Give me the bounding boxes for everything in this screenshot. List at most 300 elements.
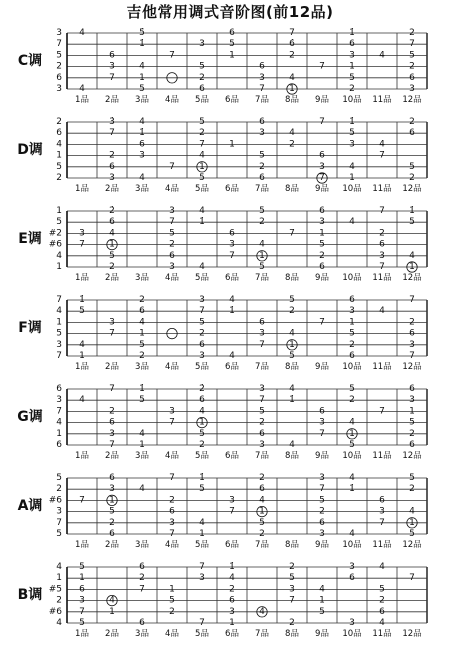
note-label: 6 xyxy=(139,139,145,150)
note-label: 6 xyxy=(79,584,85,595)
note-label: 7 xyxy=(199,139,205,150)
fret-number-label: 11品 xyxy=(372,95,392,105)
note-label: 3 xyxy=(349,139,355,150)
fret-number-label: 1品 xyxy=(75,362,89,372)
note-label: 5 xyxy=(409,161,415,172)
fret-number-label: 10品 xyxy=(342,273,362,283)
open-string-note: 6 xyxy=(56,128,62,139)
note-label: 1 xyxy=(259,250,265,261)
note-label: 7 xyxy=(319,117,325,127)
fret-number-label: 2品 xyxy=(105,184,119,194)
note-label: 7 xyxy=(199,562,205,572)
note-label: 5 xyxy=(169,595,175,606)
open-string-note: 6 xyxy=(56,72,62,83)
fret-number-label: 8品 xyxy=(285,540,299,550)
fret-number-label: 3品 xyxy=(135,451,149,461)
note-label: 2 xyxy=(319,506,325,517)
fret-number-label: 10品 xyxy=(342,362,362,372)
note-label: 1̇ xyxy=(289,395,295,406)
open-string-note: #6 xyxy=(48,495,62,506)
note-label: 1 xyxy=(199,529,205,539)
note-label: 3 xyxy=(109,428,115,439)
open-string-note: 4 xyxy=(56,250,62,261)
fret-number-label: 1品 xyxy=(75,95,89,105)
note-label: 7 xyxy=(289,28,295,38)
note-label: 7 xyxy=(379,406,385,417)
note-label: 2 xyxy=(409,173,415,183)
note-label: 4 xyxy=(379,562,385,572)
open-string-note: 2 xyxy=(56,61,62,72)
note-label: 6 xyxy=(319,206,325,216)
note-label: 7 xyxy=(379,150,385,161)
note-label: 3 xyxy=(319,473,325,483)
note-label: 4 xyxy=(349,417,355,428)
open-string-note: 3 xyxy=(56,28,62,38)
note-label: 7 xyxy=(259,395,265,406)
fret-number-label: 11品 xyxy=(372,540,392,550)
note-label: 6 xyxy=(259,117,265,127)
note-label: 7 xyxy=(109,440,115,450)
note-label: 5 xyxy=(169,228,175,239)
note-label: 5 xyxy=(199,428,205,439)
note-label: 6 xyxy=(229,595,235,606)
note-label: 1 xyxy=(229,139,235,150)
note-label: 1 xyxy=(139,72,145,83)
note-label: 1̇ xyxy=(139,39,145,50)
note-label: 7 xyxy=(379,206,385,216)
fret-number-label: 9品 xyxy=(315,95,329,105)
note-label: 1̇ xyxy=(139,384,145,394)
note-label: 6 xyxy=(349,573,355,584)
fret-number-label: 7品 xyxy=(255,451,269,461)
note-label: 5 xyxy=(259,206,265,216)
note-label: 2 xyxy=(169,606,175,617)
open-string-note: 7 xyxy=(56,406,62,417)
fret-number-label: 2品 xyxy=(105,540,119,550)
note-label: 6 xyxy=(259,61,265,72)
note-label: 6 xyxy=(139,562,145,572)
fret-number-label: 3品 xyxy=(135,273,149,283)
fret-number-label: 3品 xyxy=(135,184,149,194)
fret-number-label: 11品 xyxy=(372,451,392,461)
note-label: 3 xyxy=(229,606,235,617)
open-string-note: 4 xyxy=(56,306,62,317)
note-label: 4 xyxy=(199,406,205,417)
note-label: 4 xyxy=(139,484,145,495)
fret-number-label: 9品 xyxy=(315,273,329,283)
note-label: 4 xyxy=(379,618,385,628)
note-label: 4 xyxy=(349,529,355,539)
note-label: 2 xyxy=(319,250,325,261)
note-label: 2 xyxy=(289,618,295,628)
note-label: 7 xyxy=(79,495,85,506)
note-label: 1̇ xyxy=(409,206,415,216)
note-label: 6 xyxy=(139,618,145,628)
note-label: 7 xyxy=(169,417,175,428)
note-label: 6 xyxy=(109,161,115,172)
fret-number-label: 6品 xyxy=(225,273,239,283)
note-label: 6 xyxy=(409,72,415,83)
note-label: 5 xyxy=(409,417,415,428)
fret-number-label: 4品 xyxy=(165,95,179,105)
note-label: 2 xyxy=(109,262,115,272)
note-label: 1 xyxy=(319,595,325,606)
note-label: 6 xyxy=(319,517,325,528)
open-string-note: 1 xyxy=(56,150,62,161)
note-label: 5 xyxy=(409,473,415,483)
open-string-note: 3 xyxy=(56,506,62,517)
note-label: 4 xyxy=(199,206,205,216)
open-string-note: 4 xyxy=(56,562,62,572)
note-label: 4 xyxy=(109,228,115,239)
note-label: 4 xyxy=(319,584,325,595)
note-label: 2 xyxy=(289,50,295,61)
note-label: 2 xyxy=(139,351,145,361)
note-label: 5 xyxy=(139,339,145,350)
note-label: 3 xyxy=(199,295,205,305)
open-string-note: 5 xyxy=(56,473,62,483)
note-label: 6 xyxy=(229,28,235,38)
note-label: 6 xyxy=(319,406,325,417)
note-label: 3 xyxy=(169,262,175,272)
fret-number-label: 4品 xyxy=(165,629,179,639)
note-label: 2 xyxy=(139,295,145,305)
note-label: 6 xyxy=(259,428,265,439)
note-label: 2 xyxy=(199,128,205,139)
note-label: 7 xyxy=(319,173,325,183)
note-label: 2 xyxy=(109,406,115,417)
fret-number-label: 4品 xyxy=(165,540,179,550)
note-label: 7 xyxy=(259,339,265,350)
note-label: 4 xyxy=(379,306,385,317)
fret-number-label: 6品 xyxy=(225,362,239,372)
fret-number-label: 12品 xyxy=(402,629,422,639)
fret-number-label: 9品 xyxy=(315,451,329,461)
note-label: 2 xyxy=(259,529,265,539)
fret-number-label: 7品 xyxy=(255,540,269,550)
fret-number-label: 5品 xyxy=(195,184,209,194)
note-label: 4 xyxy=(79,28,85,38)
fret-number-label: 3品 xyxy=(135,362,149,372)
note-label: 7 xyxy=(109,384,115,394)
note-label: 3 xyxy=(259,72,265,83)
note-label: 1 xyxy=(349,428,355,439)
key-label: G调 xyxy=(17,409,43,425)
fret-number-label: 11品 xyxy=(372,184,392,194)
note-label: 2 xyxy=(259,217,265,228)
fret-number-label: 6品 xyxy=(225,95,239,105)
note-label: 4 xyxy=(79,339,85,350)
note-label: 6 xyxy=(199,395,205,406)
note-label: 2 xyxy=(199,328,205,339)
open-string-note: 1 xyxy=(56,206,62,216)
note-label: 3 xyxy=(259,440,265,450)
note-label: 1 xyxy=(349,317,355,328)
note-label: 7 xyxy=(109,72,115,83)
note-label: 3 xyxy=(259,328,265,339)
open-string-note: 5 xyxy=(56,50,62,61)
open-string-note: 2 xyxy=(56,484,62,495)
note-label: 2 xyxy=(169,495,175,506)
note-label: 6 xyxy=(379,495,385,506)
note-label: 6 xyxy=(259,317,265,328)
open-string-note: #2 xyxy=(48,228,62,239)
note-label: 5 xyxy=(109,250,115,261)
note-label: 5 xyxy=(199,61,205,72)
note-label: 6 xyxy=(139,306,145,317)
note-label: 4 xyxy=(199,262,205,272)
note-label: 4 xyxy=(199,150,205,161)
fret-number-label: 3品 xyxy=(135,629,149,639)
note-label: 4 xyxy=(289,384,295,394)
fret-number-label: 2品 xyxy=(105,629,119,639)
note-label: 2 xyxy=(199,72,205,83)
fret-number-label: 9品 xyxy=(315,540,329,550)
note-label: 1 xyxy=(349,61,355,72)
note-label: 5 xyxy=(349,128,355,139)
note-label: 2 xyxy=(409,484,415,495)
note-label: 6 xyxy=(349,295,355,305)
note-label: 3 xyxy=(319,161,325,172)
note-label: 4 xyxy=(259,495,265,506)
note-label: 7 xyxy=(229,250,235,261)
fret-number-label: 2品 xyxy=(105,95,119,105)
note-label: 1̇ xyxy=(349,484,355,495)
note-label: 6 xyxy=(409,440,415,450)
note-label: 1̇ xyxy=(79,295,85,305)
note-label: 2 xyxy=(109,150,115,161)
note-label: 3 xyxy=(379,250,385,261)
note-label: 6 xyxy=(259,173,265,183)
key-label: F调 xyxy=(18,320,42,336)
note-label: 7 xyxy=(409,351,415,361)
note-label: 7 xyxy=(169,217,175,228)
note-label: 5 xyxy=(199,484,205,495)
note-label: 7 xyxy=(379,262,385,272)
open-string-note: 7 xyxy=(56,295,62,305)
open-string-note: 1 xyxy=(56,428,62,439)
fret-number-label: 1品 xyxy=(75,629,89,639)
note-label: 1̇ xyxy=(349,117,355,127)
note-label: 7 xyxy=(79,606,85,617)
fret-number-label: 3品 xyxy=(135,540,149,550)
fret-number-label: 7品 xyxy=(255,362,269,372)
note-label: 5 xyxy=(409,217,415,228)
open-string-note: 5 xyxy=(56,217,62,228)
note-label: 4 xyxy=(409,250,415,261)
open-string-note: #5 xyxy=(48,584,62,595)
fret-number-label: 11品 xyxy=(372,362,392,372)
fret-number-label: 10品 xyxy=(342,184,362,194)
fret-number-label: 12品 xyxy=(402,451,422,461)
note-label: 2 xyxy=(229,584,235,595)
open-string-note: 1 xyxy=(56,262,62,272)
note-label: 7 xyxy=(109,328,115,339)
note-label: 7 xyxy=(409,573,415,584)
note-label: 3 xyxy=(109,484,115,495)
note-label: 6 xyxy=(199,339,205,350)
fret-number-label: 10品 xyxy=(342,95,362,105)
fret-number-label: 4品 xyxy=(165,451,179,461)
note-label: 5 xyxy=(139,84,145,94)
note-label: 2 xyxy=(259,161,265,172)
note-label: 6 xyxy=(169,506,175,517)
note-label: 3 xyxy=(109,317,115,328)
fret-number-label: 8品 xyxy=(285,451,299,461)
note-label: 3 xyxy=(199,351,205,361)
note-label: 2 xyxy=(409,117,415,127)
note-label: 2 xyxy=(169,239,175,250)
note-label: 1̇ xyxy=(199,473,205,483)
fret-number-label: 10品 xyxy=(342,451,362,461)
note-label: 5 xyxy=(229,39,235,50)
key-label: B调 xyxy=(17,587,43,603)
note-label: 2 xyxy=(409,317,415,328)
note-label: 3 xyxy=(409,339,415,350)
note-label: 2 xyxy=(379,595,385,606)
note-label: 2̇ xyxy=(109,206,115,216)
note-label: 1 xyxy=(199,161,205,172)
key-label: D调 xyxy=(17,142,43,158)
open-string-note: #6 xyxy=(48,606,62,617)
note-label: 4 xyxy=(379,50,385,61)
note-label: 6 xyxy=(109,529,115,539)
note-label: 4 xyxy=(379,139,385,150)
note-label: 3 xyxy=(349,50,355,61)
note-label: 3̇ xyxy=(109,117,115,127)
note-label: 2 xyxy=(349,339,355,350)
note-label: 2 xyxy=(139,573,145,584)
fret-number-label: 2品 xyxy=(105,451,119,461)
note-label: 2 xyxy=(259,473,265,483)
note-label: 6 xyxy=(319,150,325,161)
note-label: 6 xyxy=(109,50,115,61)
fret-number-label: 7品 xyxy=(255,95,269,105)
note-label: 5 xyxy=(259,150,265,161)
open-string-note: 5 xyxy=(56,161,62,172)
fret-number-label: 8品 xyxy=(285,95,299,105)
note-label: 1 xyxy=(199,417,205,428)
fret-number-label: 4品 xyxy=(165,273,179,283)
fret-number-label: 9品 xyxy=(315,629,329,639)
open-string-note: 4 xyxy=(56,417,62,428)
fret-number-label: 8品 xyxy=(285,273,299,283)
fret-number-label: 10品 xyxy=(342,629,362,639)
fret-number-label: 5品 xyxy=(195,95,209,105)
note-label: 4 xyxy=(289,440,295,450)
note-label: 7 xyxy=(289,595,295,606)
note-label: 5 xyxy=(349,440,355,450)
note-label: 4 xyxy=(109,595,115,606)
note-label: 1 xyxy=(109,239,115,250)
note-label: 5 xyxy=(319,495,325,506)
note-label: 1̇ xyxy=(199,217,205,228)
key-label: E调 xyxy=(18,231,42,247)
note-label: 3 xyxy=(349,562,355,572)
note-label: 1̇ xyxy=(229,306,235,317)
note-label: 4 xyxy=(289,72,295,83)
note-label: 5 xyxy=(289,351,295,361)
note-label: 4 xyxy=(349,217,355,228)
note-label: 7 xyxy=(289,228,295,239)
note-label: 6 xyxy=(199,84,205,94)
note-label: 6 xyxy=(349,39,355,50)
note-label: 2̇ xyxy=(199,384,205,394)
fret-number-label: 7品 xyxy=(255,184,269,194)
note-label: 2 xyxy=(379,228,385,239)
note-label: 7 xyxy=(229,506,235,517)
note-label: 1̇ xyxy=(229,562,235,572)
note-label: 1 xyxy=(349,173,355,183)
fret-number-label: 4品 xyxy=(165,184,179,194)
note-label: 1 xyxy=(289,339,295,350)
fret-number-label: 11品 xyxy=(372,629,392,639)
note-label: 3 xyxy=(349,618,355,628)
note-label: 3 xyxy=(109,61,115,72)
note-label: 3 xyxy=(229,239,235,250)
note-label: 7 xyxy=(139,584,145,595)
open-string-note: 3 xyxy=(56,395,62,406)
note-label: 2 xyxy=(259,417,265,428)
note-label: 6̇ xyxy=(289,39,295,50)
note-label: 1 xyxy=(139,440,145,450)
open-string-note: 3 xyxy=(56,84,62,94)
fret-number-label: 1品 xyxy=(75,273,89,283)
note-label: 1 xyxy=(409,262,415,272)
note-label: 3 xyxy=(169,406,175,417)
fret-number-label: 9品 xyxy=(315,362,329,372)
open-string-note: 2 xyxy=(56,117,62,127)
fret-number-label: 8品 xyxy=(285,362,299,372)
note-label: 6 xyxy=(109,417,115,428)
open-string-note: 5 xyxy=(56,529,62,539)
note-label: 4 xyxy=(229,573,235,584)
note-label: 2 xyxy=(289,139,295,150)
note-label: 6 xyxy=(409,384,415,394)
note-label: 7 xyxy=(319,317,325,328)
fret-number-label: 5品 xyxy=(195,451,209,461)
note-label: 3 xyxy=(109,173,115,183)
fret-number-label: 6品 xyxy=(225,184,239,194)
note-label: 4 xyxy=(259,606,265,617)
note-label: 1̇ xyxy=(139,128,145,139)
note-label: 3 xyxy=(349,306,355,317)
note-label: 5 xyxy=(319,606,325,617)
note-label: 4 xyxy=(139,117,145,127)
open-string-note: 6 xyxy=(56,384,62,394)
note-label: 2 xyxy=(409,28,415,38)
note-label: 3 xyxy=(319,417,325,428)
note-label: 4 xyxy=(79,395,85,406)
note-label: 6 xyxy=(409,328,415,339)
note-label: 5 xyxy=(409,50,415,61)
note-label: 1 xyxy=(109,606,115,617)
note-label: 6 xyxy=(229,228,235,239)
note-label: 2 xyxy=(289,562,295,572)
key-label: C调 xyxy=(17,53,43,69)
fret-number-label: 12品 xyxy=(402,273,422,283)
note-label: 1 xyxy=(79,573,85,584)
note-label: 3 xyxy=(79,228,85,239)
note-label: 5 xyxy=(79,562,85,572)
note-label: 3 xyxy=(259,128,265,139)
note-label: 4 xyxy=(139,428,145,439)
note-label: 5 xyxy=(259,406,265,417)
fret-number-label: 7品 xyxy=(255,629,269,639)
note-label: 1 xyxy=(79,351,85,361)
note-label: 7 xyxy=(109,128,115,139)
note-label: 3 xyxy=(199,573,205,584)
